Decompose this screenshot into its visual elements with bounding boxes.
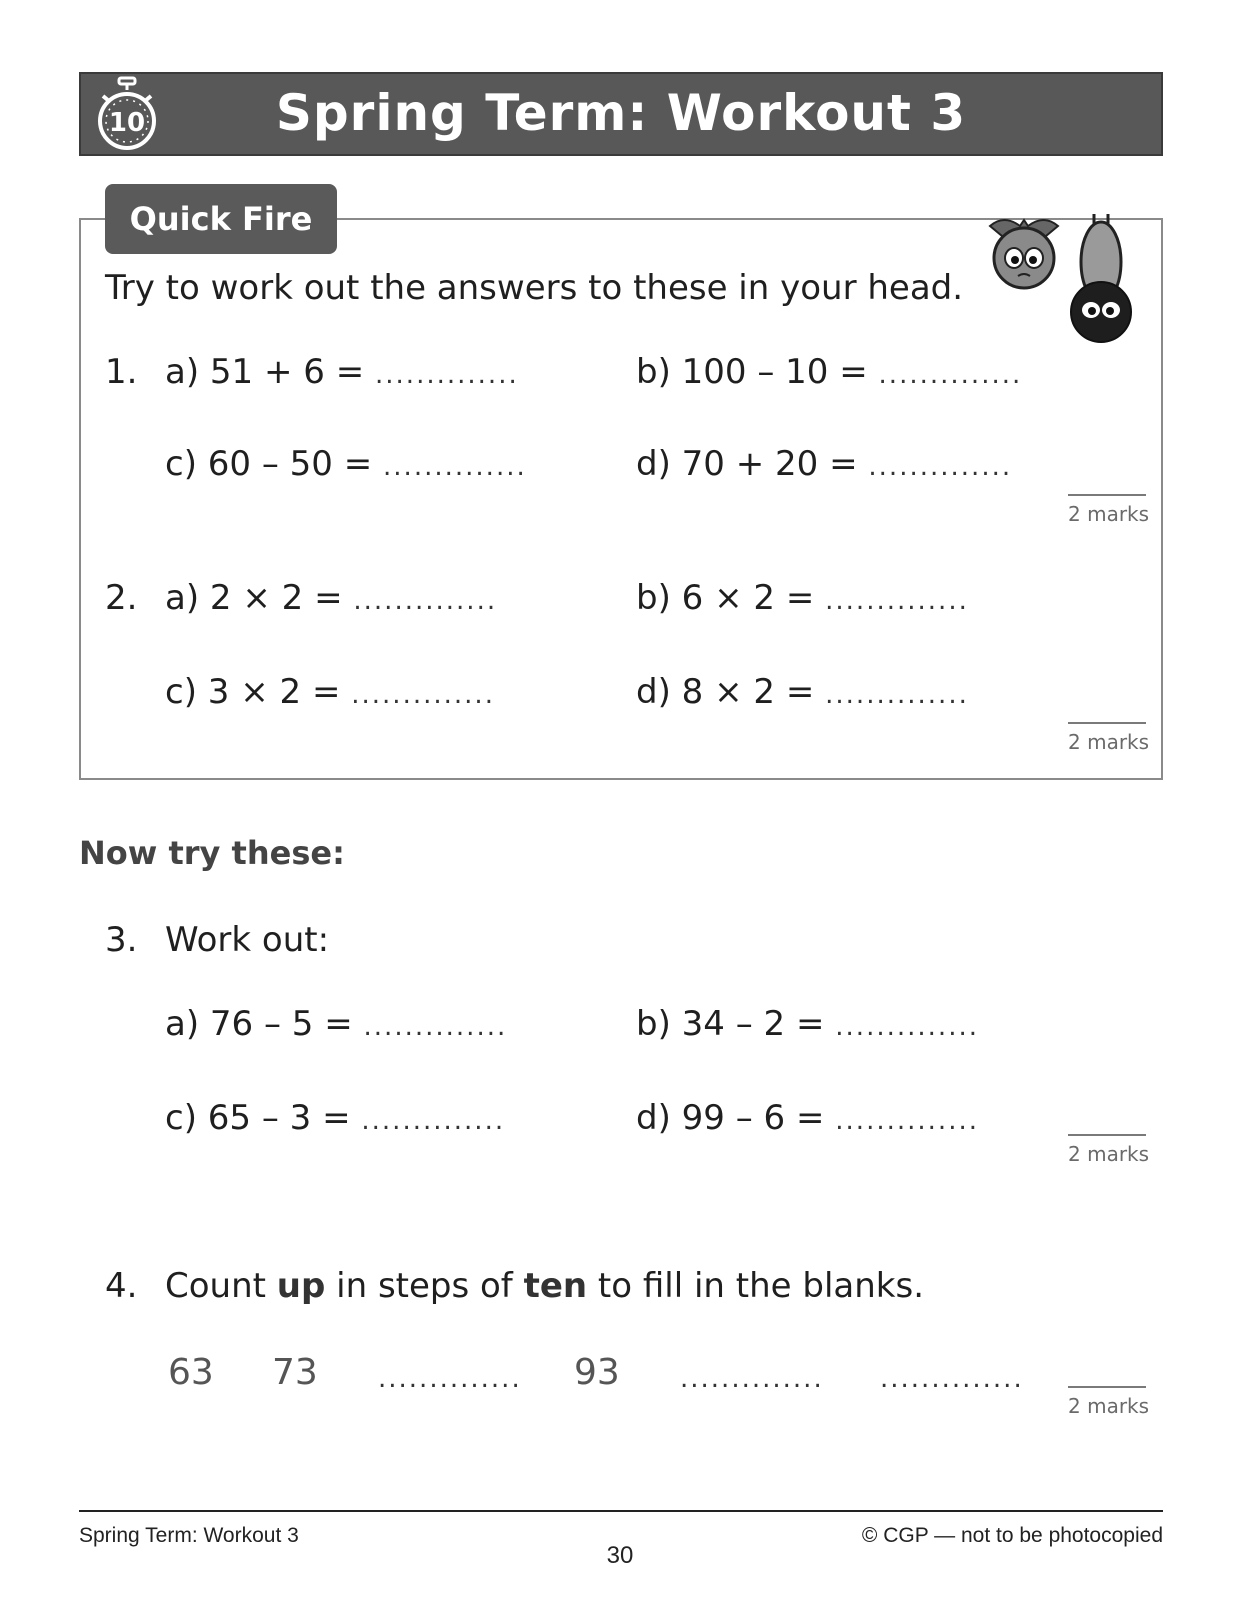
q1c-text: c) 60 – 50 = .............. [165,444,527,484]
answer-blank[interactable]: .............. [363,1012,508,1042]
answer-blank[interactable]: .............. [375,360,519,390]
q3c-text: c) 65 – 3 = .............. [165,1098,506,1138]
q2a-text: a) 2 × 2 = .............. [165,578,498,618]
q2b-text: b) 6 × 2 = .............. [636,578,969,618]
instruction-text: Try to work out the answers to these in your head. [105,268,964,308]
q1a-text: a) 51 + 6 = .............. [165,352,519,392]
q1b-text: b) 100 – 10 = .............. [636,352,1023,392]
q1-number: 1. [105,352,138,392]
footer-left: Spring Term: Workout 3 [79,1524,299,1547]
marks-line[interactable] [1068,722,1146,724]
q4-prompt: Count up in steps of ten to fill in the blanks. [165,1266,925,1306]
footer-rule [79,1510,1163,1512]
q3-prompt: Work out: [165,920,330,960]
answer-blank[interactable]: .............. [825,586,969,616]
footer-right: © CGP — not to be photocopied [861,1524,1163,1547]
q4-number: 4. [105,1266,138,1306]
answer-blank[interactable]: .............. [835,1012,979,1042]
marks-line[interactable] [1068,1134,1146,1136]
answer-blank[interactable]: .............. [378,1364,522,1394]
page-number: 30 [606,1542,634,1569]
sequence-value: 93 [574,1352,620,1393]
q3-marks: 2 marks [1068,1134,1146,1166]
marks-line[interactable] [1068,494,1146,496]
sequence-value: 63 [168,1352,214,1393]
answer-blank[interactable]: .............. [825,680,969,710]
marks-line[interactable] [1068,1386,1146,1388]
q2d-text: d) 8 × 2 = .............. [636,672,969,712]
answer-blank[interactable]: .............. [680,1364,824,1394]
answer-blank[interactable]: .............. [383,452,527,482]
answer-blank[interactable]: .............. [878,360,1023,390]
timer-label: 10 [108,108,146,138]
sequence-value: 73 [272,1352,318,1393]
title-banner [79,72,1163,156]
q2-number: 2. [105,578,138,618]
q1-marks: 2 marks [1068,494,1146,526]
answer-blank[interactable]: .............. [353,586,498,616]
q3b-text: b) 34 – 2 = .............. [636,1004,979,1044]
answer-blank[interactable]: .............. [361,1106,506,1136]
page-title: Spring Term: Workout 3 [275,84,967,142]
quick-fire-tab: Quick Fire [105,184,337,254]
q3d-text: d) 99 – 6 = .............. [636,1098,979,1138]
q3a-text: a) 76 – 5 = .............. [165,1004,508,1044]
bats-illustration-icon [984,214,1154,354]
answer-blank[interactable]: .............. [835,1106,979,1136]
q3-number: 3. [105,920,138,960]
q1d-text: d) 70 + 20 = .............. [636,444,1013,484]
answer-blank[interactable]: .............. [351,680,495,710]
answer-blank[interactable]: .............. [868,452,1013,482]
section-heading: Now try these: [79,834,345,872]
q4-marks: 2 marks [1068,1386,1146,1418]
answer-blank[interactable]: .............. [880,1364,1024,1394]
q2-marks: 2 marks [1068,722,1146,754]
q2c-text: c) 3 × 2 = .............. [165,672,495,712]
